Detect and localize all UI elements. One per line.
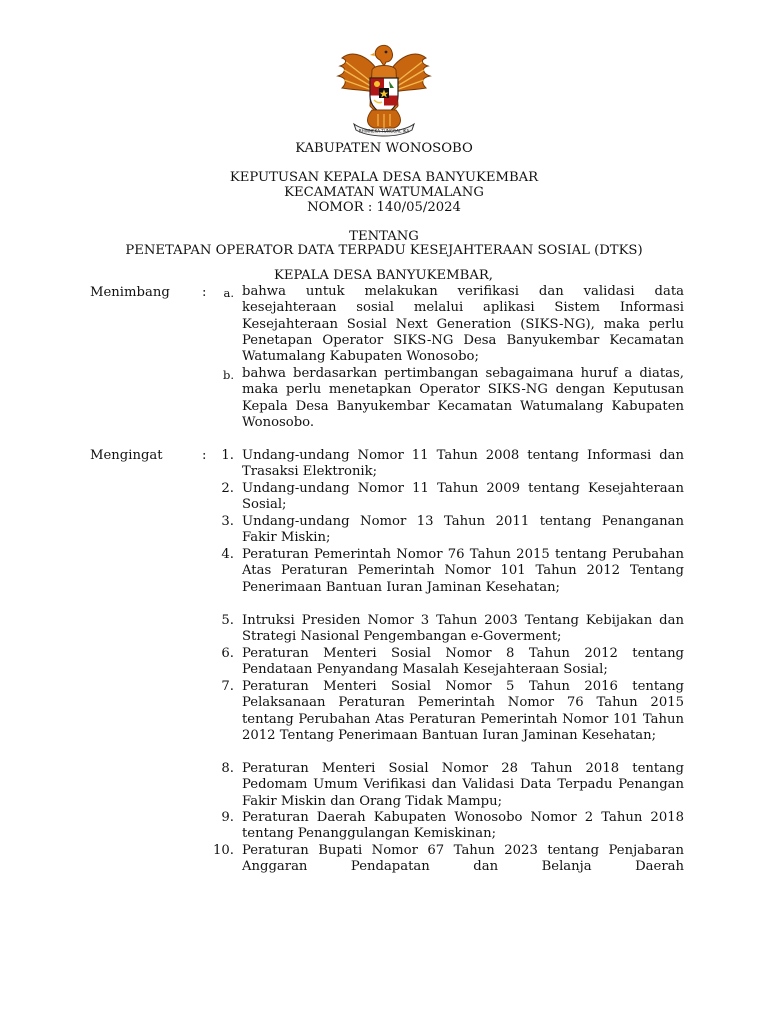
mengingat-item-5: Intruksi Presiden Nomor 3 Tahun 2003 Tentang Kebijakan dan Strategi Nasional Pengembangan e-Goverment; bbox=[242, 613, 684, 645]
mengingat-item-6: Peraturan Menteri Sosial Nomor 8 Tahun 2012 tentang Pendataan Penyandang Masalah Kesejahteraan Sosial; bbox=[242, 646, 684, 678]
mengingat-item-9: Peraturan Daerah Kabupaten Wonosobo Nomor 2 Tahun 2018 tentang Penanggulangan Kemiskinan; bbox=[242, 810, 684, 842]
emblem-motto: BHINNEKA TUNGGAL IKA bbox=[358, 128, 410, 134]
menimbang-item-a: bahwa untuk melakukan verifikasi dan validasi data kesejahteraan sosial melalui aplikasi Sistem Informasi Kesejahteraan Sosial Next Generation (SIKS-NG), maka perlu Penetapan Operator SIKS-NG Desa Banyukembar Kecamatan Watumalang Kabupaten Wonosobo; bbox=[242, 284, 684, 365]
mengingat-item-4: Peraturan Pemerintah Nomor 76 Tahun 2015 tentang Perubahan Atas Peraturan Pemerintah Nomor 101 Tahun 2012 Tentang Penerimaan Bantuan Iuran Jaminan Kesehatan; bbox=[242, 547, 684, 595]
decree-title: KEPUTUSAN KEPALA DESA BANYUKEMBAR bbox=[229, 170, 539, 185]
mengingat-marker-6: 6. bbox=[221, 646, 234, 661]
emblem-head bbox=[375, 45, 392, 66]
mengingat-marker-4: 4. bbox=[221, 547, 234, 562]
mengingat-item-1: Undang-undang Nomor 11 Tahun 2008 tentang Informasi dan Trasaksi Elektronik; bbox=[242, 448, 684, 480]
menimbang-label: Menimbang bbox=[90, 285, 170, 300]
mengingat-marker-2: 2. bbox=[221, 481, 234, 496]
official-title: KEPALA DESA BANYUKEMBAR, bbox=[274, 268, 493, 283]
mengingat-marker-10: 10. bbox=[213, 843, 234, 858]
district-name: KECAMATAN WATUMALANG bbox=[284, 185, 484, 200]
menimbang-colon: : bbox=[202, 285, 207, 300]
mengingat-marker-7: 7. bbox=[221, 679, 234, 694]
mengingat-marker-5: 5. bbox=[221, 613, 234, 628]
menimbang-marker-a: a. bbox=[223, 286, 234, 300]
about-heading: TENTANG bbox=[349, 229, 419, 244]
garuda-emblem bbox=[334, 44, 434, 138]
mengingat-item-7: Peraturan Menteri Sosial Nomor 5 Tahun 2016 tentang Pelaksanaan Peraturan Pemerintah Nomor 76 Tahun 2015 tentang Perubahan Atas Peraturan Pemerintah Nomor 101 Tahun 2012 Tentang Penerimaan Bantuan Iuran Jaminan Kesehatan; bbox=[242, 679, 684, 743]
mengingat-label: Mengingat bbox=[90, 448, 163, 463]
mengingat-item-10: Peraturan Bupati Nomor 67 Tahun 2023 tentang Penjabaran Anggaran Pendapatan dan Belanja Daerah bbox=[242, 843, 684, 875]
menimbang-marker-b: b. bbox=[222, 368, 234, 382]
mengingat-marker-3: 3. bbox=[221, 514, 234, 529]
mengingat-marker-9: 9. bbox=[221, 810, 234, 825]
decree-number: NOMOR : 140/05/2024 bbox=[307, 200, 461, 215]
mengingat-item-8: Peraturan Menteri Sosial Nomor 28 Tahun 2018 tentang Pedomam Umum Verifikasi dan Validasi Data Terpadu Penangan Fakir Miskin dan Orang Tidak Mampu; bbox=[242, 761, 684, 809]
mengingat-item-2: Undang-undang Nomor 11 Tahun 2009 tentang Kesejahteraan Sosial; bbox=[242, 481, 684, 513]
region-name: KABUPATEN WONOSOBO bbox=[295, 141, 473, 156]
mengingat-item-3: Undang-undang Nomor 13 Tahun 2011 tentang Penanganan Fakir Miskin; bbox=[242, 514, 684, 546]
mengingat-colon: : bbox=[202, 448, 207, 463]
decree-subject: PENETAPAN OPERATOR DATA TERPADU KESEJAHTERAAN SOSIAL (DTKS) bbox=[125, 243, 643, 258]
mengingat-marker-8: 8. bbox=[221, 761, 234, 776]
mengingat-marker-1: 1. bbox=[221, 448, 234, 463]
menimbang-item-b: bahwa berdasarkan pertimbangan sebagaimana huruf a diatas, maka perlu menetapkan Operator SIKS-NG dengan Keputusan Kepala Desa Banyukembar Kecamatan Watumalang Kabupaten Wonosobo. bbox=[242, 366, 684, 430]
